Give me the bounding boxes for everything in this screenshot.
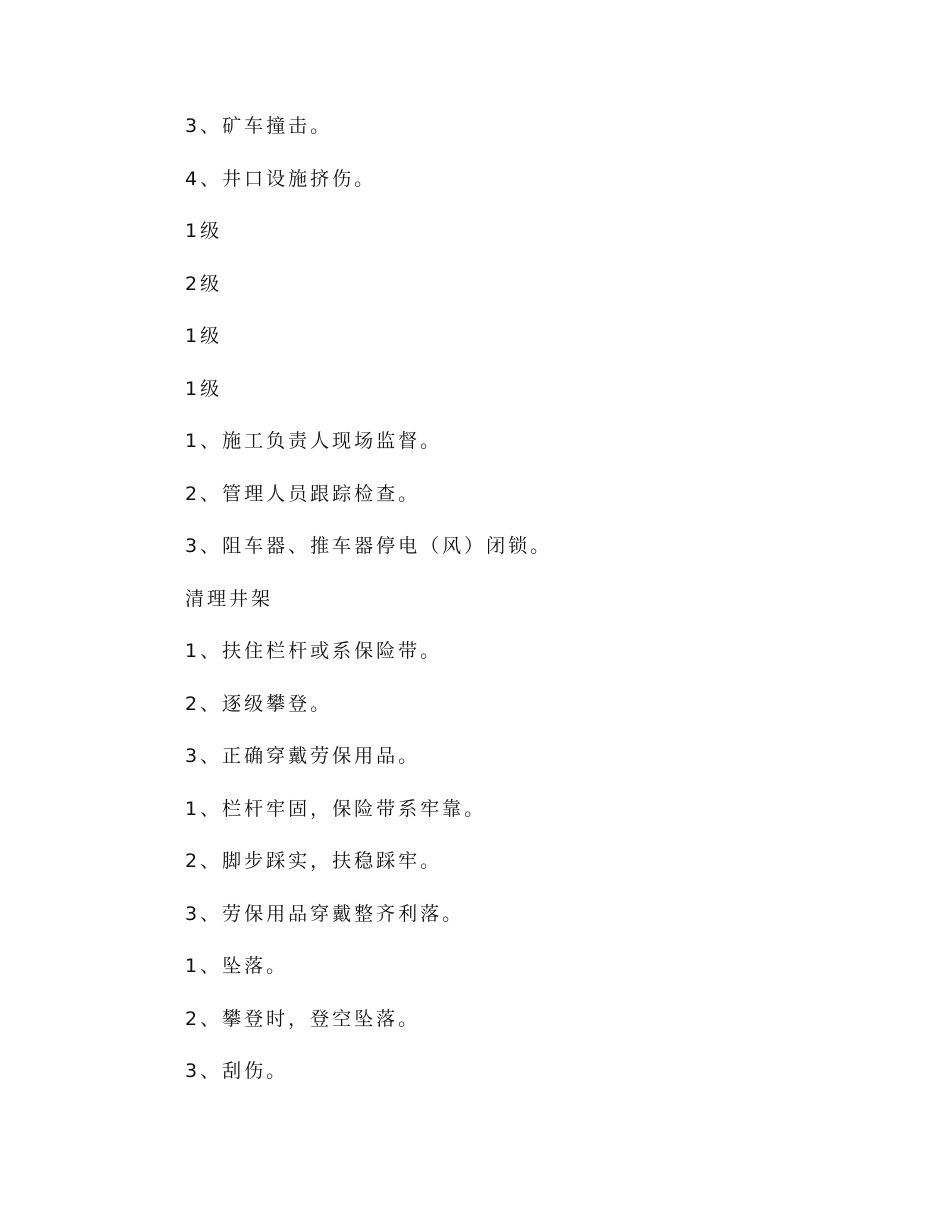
text-line: 2、攀登时，登空坠落。 xyxy=(185,1007,421,1030)
text-line: 3、阻车器、推车器停电（风）闭锁。 xyxy=(185,535,553,557)
text-line: 3、正确穿戴劳保用品。 xyxy=(185,745,421,767)
text-line: 1级 xyxy=(185,325,223,347)
text-line: 1、扶住栏杆或系保险带。 xyxy=(185,640,443,662)
text-line: 清理井架 xyxy=(185,587,274,610)
text-line: 2、逐级攀登。 xyxy=(185,692,333,715)
text-line: 2级 xyxy=(185,272,223,295)
text-line: 3、矿车撞击。 xyxy=(185,115,333,137)
text-line: 1、施工负责人现场监督。 xyxy=(185,430,443,452)
text-line: 4、井口设施挤伤。 xyxy=(185,167,377,190)
text-line: 3、刮伤。 xyxy=(185,1060,289,1082)
document-text-lines xyxy=(185,110,552,1108)
text-line: 2、管理人员跟踪检查。 xyxy=(185,482,421,505)
text-line: 1、栏杆牢固，保险带系牢靠。 xyxy=(185,797,487,820)
text-line: 1级 xyxy=(185,377,223,400)
text-line: 2、脚步踩实，扶稳踩牢。 xyxy=(185,850,443,872)
text-line: 1、坠落。 xyxy=(185,955,289,977)
text-line: 3、劳保用品穿戴整齐利落。 xyxy=(185,902,465,925)
text-line: 1级 xyxy=(185,220,223,242)
